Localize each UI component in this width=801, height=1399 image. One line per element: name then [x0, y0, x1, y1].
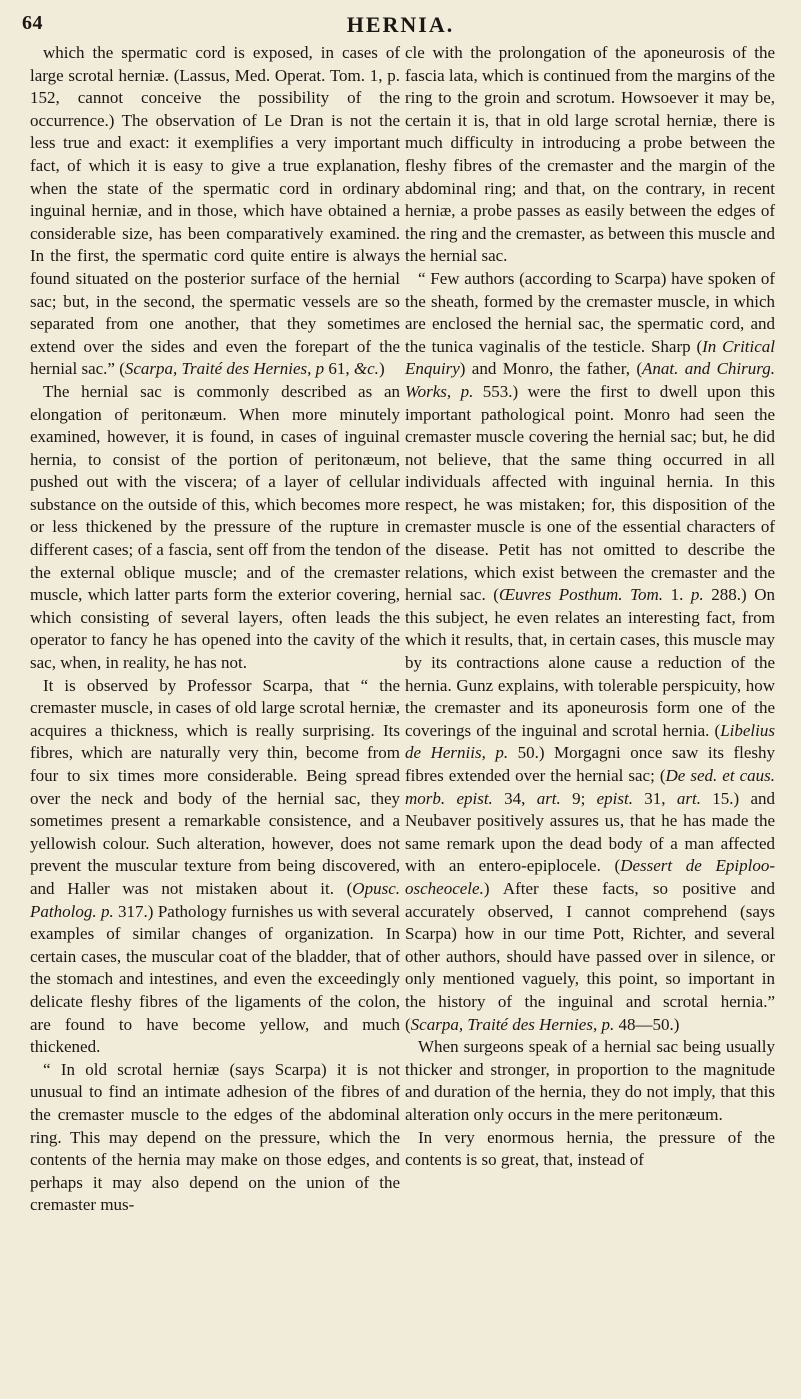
citation-text: &c. — [353, 359, 379, 379]
body-text: 1. — [663, 585, 691, 605]
paragraph — [30, 1059, 400, 1217]
body-text: It is observed by Professor Scarpa, that “ the cremaster muscle, in cases of old large scrotal herniæ, acquires a thickness, which is really surprising. Its fibres, which are naturally very thin, become from four to six times more considerable. Being spread over the neck and body of the hernial sac, they sometimes present a remarkable consistence, and a yellowish colour. Such alteration, however, does not prevent the muscular texture from being discovered, and Haller was not mistaken about it. ( — [30, 675, 400, 898]
body-text: ) — [378, 359, 385, 379]
body-text: The hernial sac is commonly described as an elongation of peritonæum. When more minutely examined, however, it is found, in cases of inguinal hernia, to consist of the portion of peritonæum, pushed out with the viscera; of a layer of cellular substance on the outside of this, which becomes more or less thickened by the pressure of the rupture in different cases; of a fascia, sent off from the tendon of the external oblique muscle; and of the cremaster muscle, which latter parts form the exterior covering, which consisting of several layers, often leads the operator to fancy he has opened into the cavity of the sac, when, in reality, he has not. — [30, 381, 400, 673]
body-text: 50.) Morgagni once saw its fleshy fibres extended over the hernial sac; ( — [405, 743, 775, 785]
citation-text: art. — [676, 788, 701, 808]
body-text: 48—50.) — [614, 1014, 680, 1034]
paragraph — [30, 675, 400, 1059]
citation-text: De sed. et caus. morb. epist. — [405, 766, 775, 808]
body-text: 553.) were the first to dwell upon this important pathological point. Monro had seen the cremaster muscle covering the hernial sac; but, he did not believe, that the same thing occurred in all individuals affected with inguinal hernia. In this respect, he was mistaken; for, this disposition of the cremaster muscle is one of the essential characters of the disease. Petit has not omitted to describe the relations, which exist between the cremaster and the hernial sac. ( — [405, 381, 775, 605]
running-head: HERNIA. — [346, 12, 455, 37]
body-text: “ In old scrotal herniæ (says Scarpa) it is not unusual to find an intimate adhesion of the fibres of the cremaster muscle to the edges of the abdominal ring. This may depend on the pressure, which the contents of the hernia may make on those edges, and perhaps it may also depend on the union of the cremaster mus- — [30, 1059, 400, 1215]
body-text: 34, — [492, 788, 537, 808]
left-column — [30, 42, 400, 1217]
paragraph — [405, 1127, 775, 1172]
citation-text: epist. — [596, 788, 633, 808]
citation-text: p. — [690, 585, 704, 605]
citation-text: Scarpa, Traité des Hernies, p — [124, 359, 325, 379]
paragraph — [405, 1036, 775, 1126]
body-text: cle with the prolongation of the aponeurosis of the fascia lata, which is continued from the margins of the ring to the groin and scrotum. Howsoever it may be, certain it is, that in old large scrotal herniæ, there is much difficulty in introducing a probe between the fleshy fibres of the cremaster and the margin of the abdominal ring; and that, on the contrary, in recent herniæ, a probe passes as easily between the edges of the ring and the cremaster, as between this muscle and the hernial sac. — [405, 43, 775, 266]
paragraph — [30, 42, 400, 381]
body-text: In very enormous hernia, the pressure of the contents is so great, that, instead of — [405, 1127, 775, 1170]
body-text: 61, — [324, 359, 354, 379]
paragraph — [405, 268, 775, 1036]
citation-text: art. — [536, 788, 561, 808]
body-text: “ Few authors (according to Scarpa) have spoken of the sheath, formed by the cremaster muscle, in which are enclosed the hernial sac, the spermatic cord, and the tunica vaginalis of the testicle. Sharp ( — [405, 268, 775, 356]
citation-text: Libelius de Herniis, p. — [405, 720, 775, 763]
page-number: 64 — [22, 12, 43, 34]
citation-text: Œuvres Posthum. Tom. — [498, 585, 663, 605]
citation-text: Anat. and Chirurg. Works, p. — [405, 359, 775, 401]
body-text: 31, — [632, 788, 677, 808]
citation-text: Scarpa, Traité des Hernies, p. — [410, 1014, 615, 1034]
body-text: 15.) and Neubaver positively assures us, that he has made the same remark upon the dead body of a man affected with an entero-epiplocele. ( — [405, 788, 776, 876]
body-text: When surgeons speak of a hernial sac being usually thicker and stronger, in proportion to the magnitude and duration of the hernia, they do not imply, that this alteration only occurs in the mere peritonæum. — [405, 1037, 775, 1124]
page-header — [22, 12, 779, 40]
body-text: ) and Monro, the father, ( — [459, 359, 642, 379]
body-text: ) After these facts, so positive and accurately observed, I cannot comprehend (says Scarpa) how in our time Pott, Richter, and several other authors, should have passed over in silence, or only mentioned vaguely, this point, so important in the history of the inguinal and scrotal hernia.” ( — [405, 878, 775, 1034]
body-text: 9; — [560, 788, 597, 808]
paragraph — [405, 42, 775, 268]
paragraph — [30, 381, 400, 675]
citation-text: Opusc. Patholog. p. — [30, 878, 400, 921]
body-text: 288.) On this subject, he even relates an interesting fact, from which it results, that, in certain cases, this muscle may by its contractions alone cause a reduction of the hernia. Gunz explains, with tolerable perspicuity, how the cremaster and its aponeurosis form one of the coverings of the inguinal and scrotal hernia. ( — [405, 585, 775, 740]
citation-text: Dessert de Epiploo-oscheocele. — [405, 856, 776, 898]
citation-text: In Critical Enquiry — [405, 336, 776, 379]
body-text: 317.) Pathology furnishes us with several examples of similar changes of organization. In certain cases, the muscular coat of the bladder, that of the stomach and intestines, and even the exceedingly delicate fleshy fibres of the ligaments of the colon, are found to have become yellow, and much thickened. — [30, 901, 401, 1057]
body-text: which the spermatic cord is exposed, in cases of large scrotal herniæ. (Lassus, Med. Operat. Tom. 1, p. 152, cannot conceive the possibility of the occurrence.) The observation of Le Dran is not the less true and exact: it exemplifies a very important fact, of which it is easy to give a true explanation, when the state of the spermatic cord in ordinary inguinal herniæ, and in those, which have obtained a considerable size, has been comparatively examined. In the first, the spermatic cord quite entire is always found situated on the posterior surface of the hernial sac; but, in the second, the spermatic vessels are so separated from one another, that they sometimes extend over the sides and even the forepart of the hernial sac.” ( — [30, 43, 400, 379]
right-column — [405, 42, 775, 1172]
